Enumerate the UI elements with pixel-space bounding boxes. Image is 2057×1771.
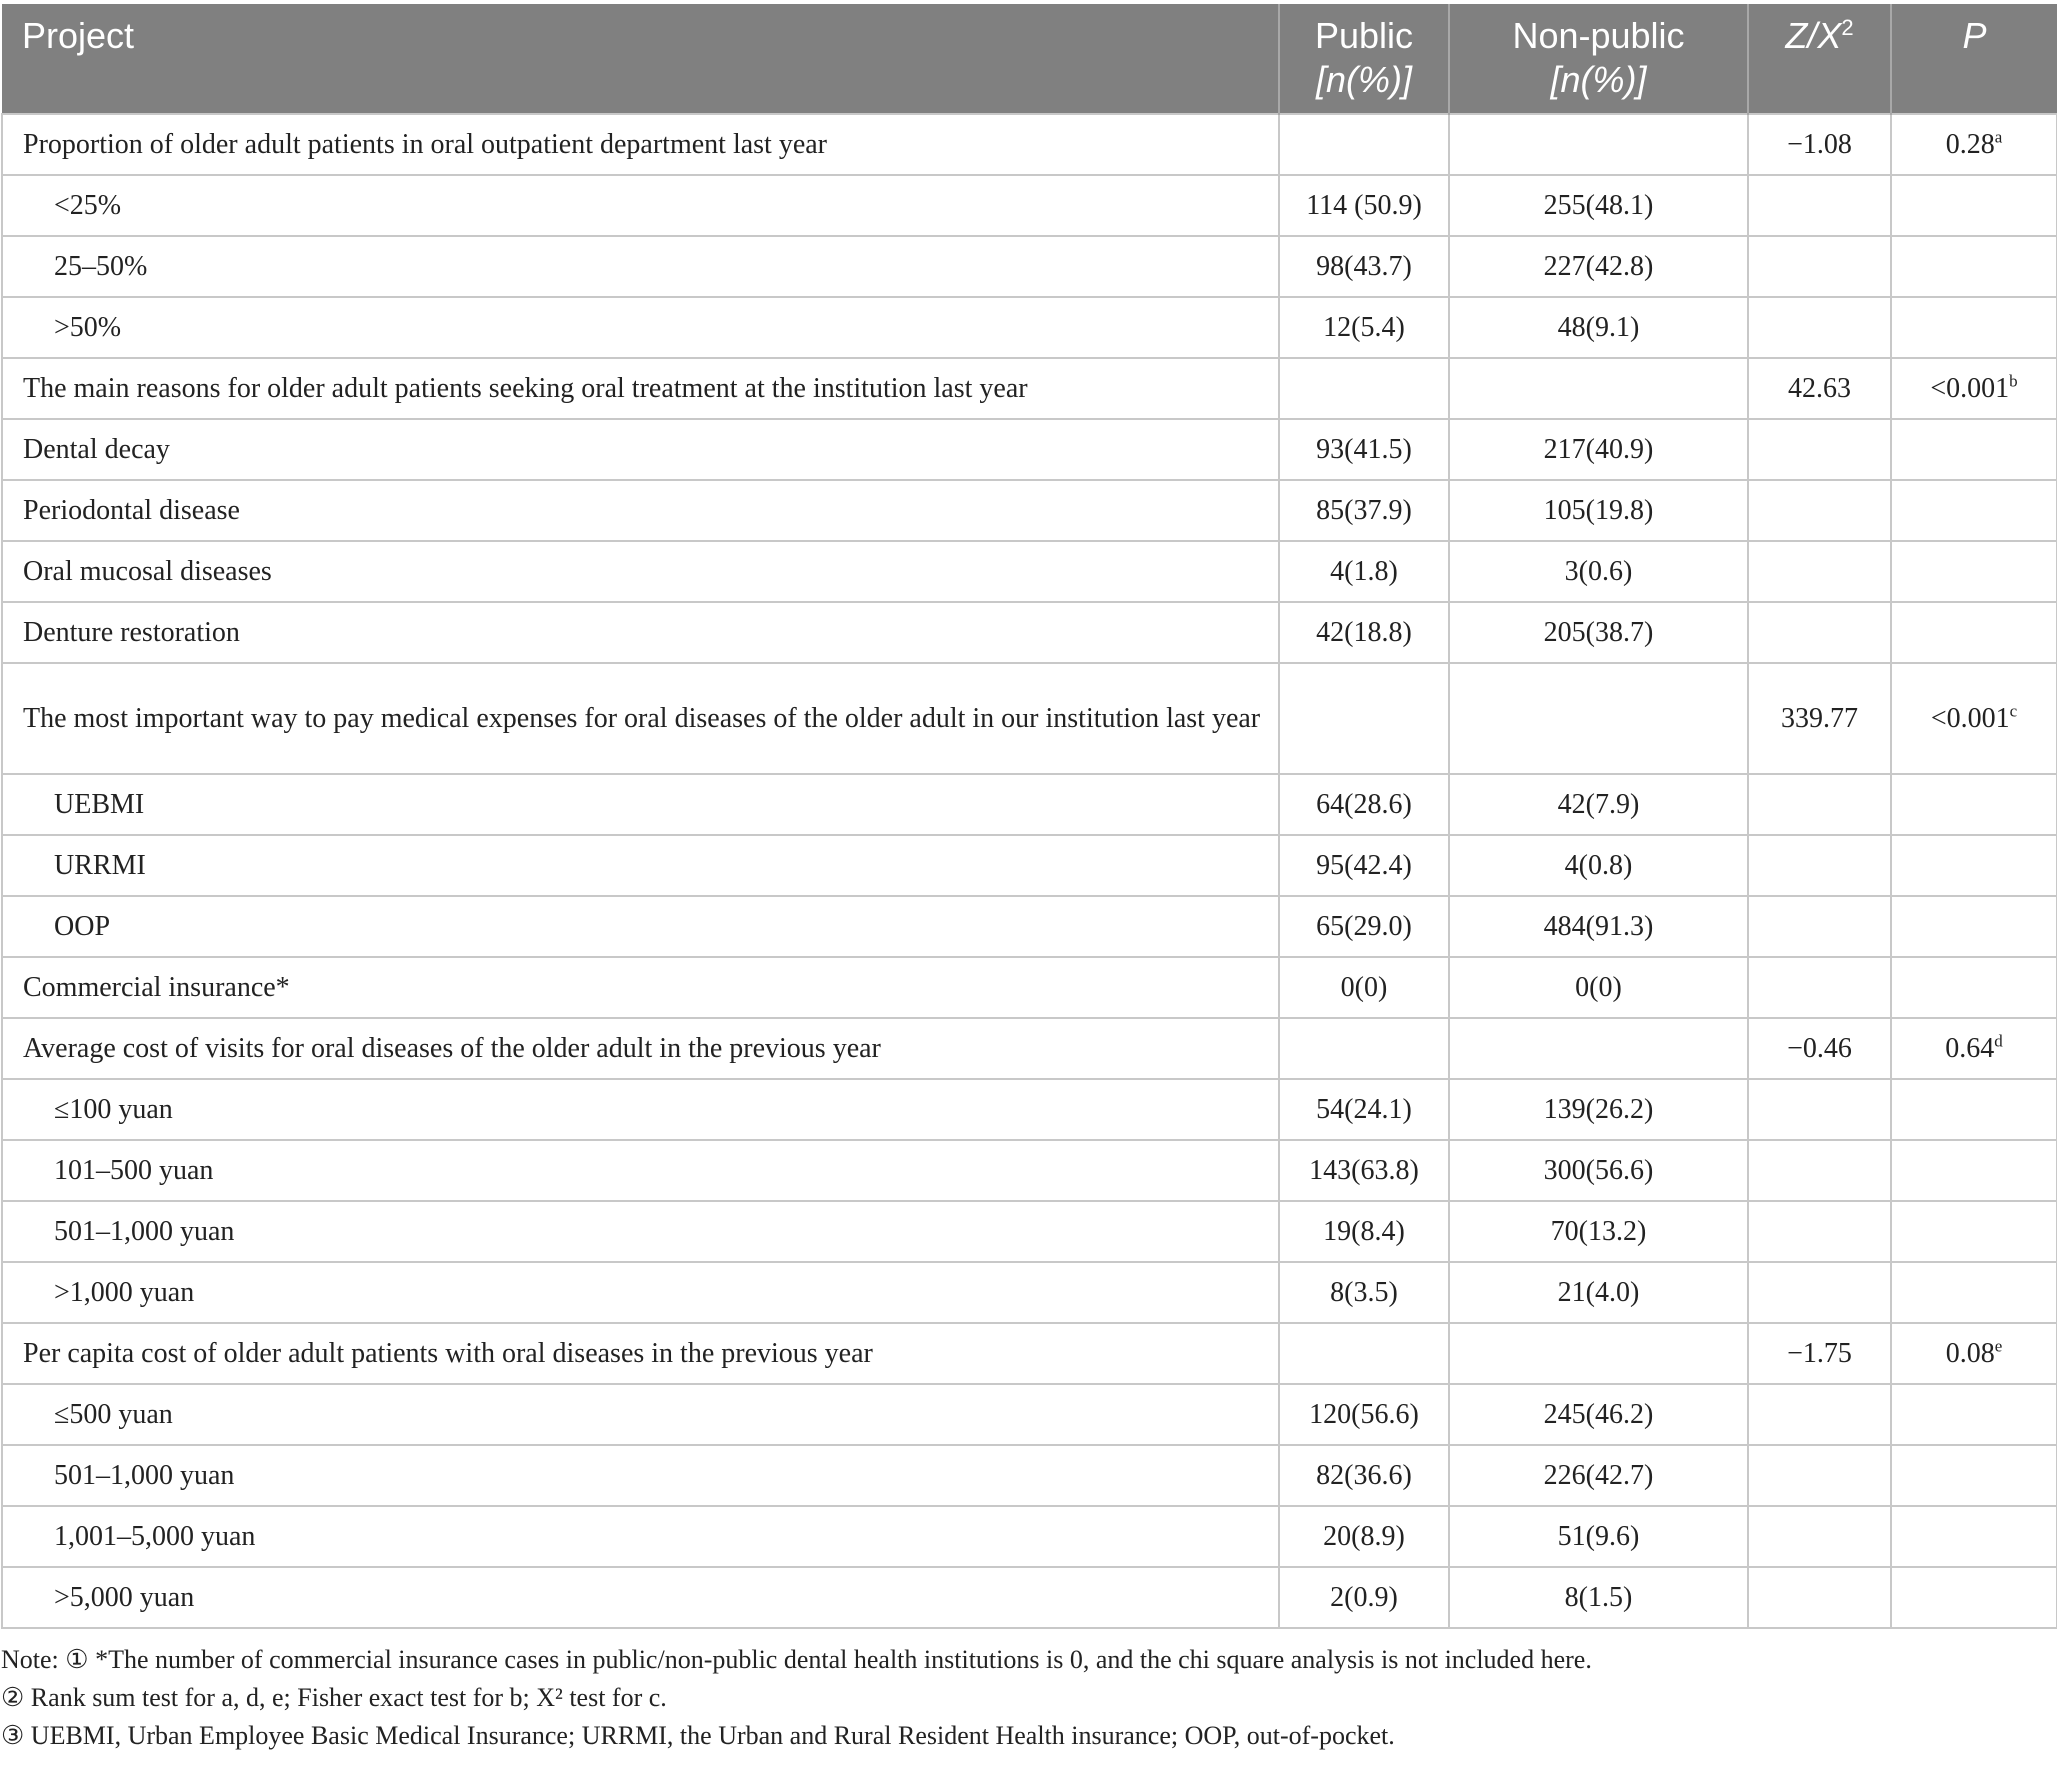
header-nonpublic-line1: Non-public (1512, 15, 1685, 56)
cell-stat (1748, 480, 1891, 541)
row-label: URRMI (2, 835, 1279, 896)
cell-public: 42(18.8) (1279, 602, 1449, 663)
cell-stat (1748, 236, 1891, 297)
cell-stat (1748, 957, 1891, 1018)
row-label: 25–50% (2, 236, 1279, 297)
row-label: Commercial insurance* (2, 957, 1279, 1018)
row-label: 501–1,000 yuan (2, 1201, 1279, 1262)
cell-nonpublic: 217(40.9) (1449, 419, 1748, 480)
cell-p (1891, 774, 2057, 835)
row-label: Periodontal disease (2, 480, 1279, 541)
cell-nonpublic: 4(0.8) (1449, 835, 1748, 896)
cell-p (1891, 663, 2057, 774)
p-value: 0.64 (1945, 1032, 1995, 1064)
cell-p (1891, 896, 2057, 957)
cell-p (1891, 297, 2057, 358)
cell-nonpublic: 21(4.0) (1449, 1262, 1748, 1323)
table-header (2, 4, 2057, 114)
table-row (2, 1506, 2057, 1567)
table-row (2, 419, 2057, 480)
cell-nonpublic: 3(0.6) (1449, 541, 1748, 602)
p-value: 0.08 (1945, 1337, 1995, 1369)
cell-nonpublic: 484(91.3) (1449, 896, 1748, 957)
cell-stat: −0.46 (1748, 1018, 1891, 1079)
cell-public: 82(36.6) (1279, 1445, 1449, 1506)
cell-p (1891, 358, 2057, 419)
table-row (2, 602, 2057, 663)
row-label: The main reasons for older adult patients seeking oral treatment at the institution last year (2, 358, 1279, 419)
cell-public: 64(28.6) (1279, 774, 1449, 835)
cell-public: 114 (50.9) (1279, 175, 1449, 236)
cell-nonpublic: 205(38.7) (1449, 602, 1748, 663)
header-statistic-sup: 2 (1841, 15, 1854, 40)
cell-stat (1748, 835, 1891, 896)
cell-p (1891, 1201, 2057, 1262)
cell-nonpublic: 70(13.2) (1449, 1201, 1748, 1262)
cell-p (1891, 1140, 2057, 1201)
cell-public (1279, 114, 1449, 175)
cell-stat: 339.77 (1748, 663, 1891, 774)
table-row (2, 1445, 2057, 1506)
cell-p (1891, 114, 2057, 175)
cell-public: 19(8.4) (1279, 1201, 1449, 1262)
cell-stat (1748, 1506, 1891, 1567)
cell-public: 12(5.4) (1279, 297, 1449, 358)
note-line-3: ③ UEBMI, Urban Employee Basic Medical Insurance; URRMI, the Urban and Rural Resident Health insurance; OOP, out-of-pocket. (1, 1721, 1395, 1750)
cell-public: 20(8.9) (1279, 1506, 1449, 1567)
cell-public: 85(37.9) (1279, 480, 1449, 541)
table-notes (1, 1641, 2057, 1755)
table-row (2, 663, 2057, 774)
cell-public: 95(42.4) (1279, 835, 1449, 896)
row-label: ≤100 yuan (2, 1079, 1279, 1140)
cell-stat (1748, 1384, 1891, 1445)
cell-public: 120(56.6) (1279, 1384, 1449, 1445)
cell-stat (1748, 175, 1891, 236)
note-line-2: ② Rank sum test for a, d, e; Fisher exact test for b; X² test for c. (1, 1683, 667, 1712)
cell-p (1891, 1079, 2057, 1140)
cell-p (1891, 1445, 2057, 1506)
row-label: Dental decay (2, 419, 1279, 480)
cell-public: 54(24.1) (1279, 1079, 1449, 1140)
row-label: >5,000 yuan (2, 1567, 1279, 1628)
cell-stat (1748, 541, 1891, 602)
cell-p (1891, 1323, 2057, 1384)
cell-public: 4(1.8) (1279, 541, 1449, 602)
table-row (2, 1018, 2057, 1079)
table-body (2, 114, 2057, 1628)
header-project (2, 4, 1279, 114)
cell-p (1891, 236, 2057, 297)
cell-public: 93(41.5) (1279, 419, 1449, 480)
table-row (2, 1323, 2057, 1384)
cell-stat (1748, 896, 1891, 957)
header-p-label: P (1962, 15, 1987, 56)
note-line-1: Note: ① *The number of commercial insurance cases in public/non-public dental health institutions is 0, and the chi square analysis is not included here. (1, 1645, 1592, 1674)
row-label: The most important way to pay medical expenses for oral diseases of the older adult in our institution last year (2, 663, 1279, 774)
header-statistic (1748, 4, 1891, 114)
row-label: Per capita cost of older adult patients with oral diseases in the previous year (2, 1323, 1279, 1384)
row-label: <25% (2, 175, 1279, 236)
cell-nonpublic: 245(46.2) (1449, 1384, 1748, 1445)
cell-p (1891, 1018, 2057, 1079)
table-row (2, 480, 2057, 541)
cell-nonpublic: 51(9.6) (1449, 1506, 1748, 1567)
table-row (2, 1140, 2057, 1201)
row-label: Oral mucosal diseases (2, 541, 1279, 602)
cell-p (1891, 1506, 2057, 1567)
cell-nonpublic: 255(48.1) (1449, 175, 1748, 236)
results-table (1, 4, 2057, 1629)
table-row (2, 236, 2057, 297)
cell-public: 98(43.7) (1279, 236, 1449, 297)
cell-nonpublic: 42(7.9) (1449, 774, 1748, 835)
row-label: 101–500 yuan (2, 1140, 1279, 1201)
cell-stat (1748, 297, 1891, 358)
cell-p (1891, 175, 2057, 236)
row-label: Denture restoration (2, 602, 1279, 663)
cell-p (1891, 1384, 2057, 1445)
cell-nonpublic: 105(19.8) (1449, 480, 1748, 541)
header-public-line2: [n(%)] (1315, 59, 1412, 100)
row-label: 501–1,000 yuan (2, 1445, 1279, 1506)
cell-p (1891, 602, 2057, 663)
header-project-label: Project (22, 15, 135, 56)
cell-nonpublic: 8(1.5) (1449, 1567, 1748, 1628)
cell-nonpublic: 227(42.8) (1449, 236, 1748, 297)
cell-public: 0(0) (1279, 957, 1449, 1018)
cell-stat (1748, 774, 1891, 835)
table-row (2, 774, 2057, 835)
cell-p (1891, 1567, 2057, 1628)
p-footnote-marker: e (1994, 1336, 2003, 1356)
cell-nonpublic (1449, 1323, 1748, 1384)
cell-nonpublic: 139(26.2) (1449, 1079, 1748, 1140)
cell-p (1891, 957, 2057, 1018)
cell-nonpublic: 226(42.7) (1449, 1445, 1748, 1506)
cell-public (1279, 663, 1449, 774)
row-label: 1,001–5,000 yuan (2, 1506, 1279, 1567)
row-label: >50% (2, 297, 1279, 358)
cell-stat (1748, 1262, 1891, 1323)
p-value: 0.28 (1945, 128, 1995, 160)
table-row (2, 1262, 2057, 1323)
header-nonpublic-line2: [n(%)] (1550, 59, 1647, 100)
cell-nonpublic: 48(9.1) (1449, 297, 1748, 358)
table-row (2, 541, 2057, 602)
row-label: ≤500 yuan (2, 1384, 1279, 1445)
cell-public: 8(3.5) (1279, 1262, 1449, 1323)
row-label: Proportion of older adult patients in oral outpatient department last year (2, 114, 1279, 175)
cell-public: 2(0.9) (1279, 1567, 1449, 1628)
header-nonpublic (1449, 4, 1748, 114)
header-public-line1: Public (1314, 15, 1414, 56)
cell-stat (1748, 1201, 1891, 1262)
header-statistic-base: Z/X (1785, 15, 1842, 56)
row-label: OOP (2, 896, 1279, 957)
cell-public: 143(63.8) (1279, 1140, 1449, 1201)
cell-stat (1748, 602, 1891, 663)
table-row (2, 1201, 2057, 1262)
cell-p (1891, 541, 2057, 602)
p-value: <0.001 (1930, 702, 2010, 734)
row-label: Average cost of visits for oral diseases of the older adult in the previous year (2, 1018, 1279, 1079)
table-row (2, 1384, 2057, 1445)
cell-nonpublic: 300(56.6) (1449, 1140, 1748, 1201)
header-p (1891, 4, 2057, 114)
table-row (2, 297, 2057, 358)
cell-p (1891, 419, 2057, 480)
cell-stat (1748, 1445, 1891, 1506)
cell-stat (1748, 1140, 1891, 1201)
cell-stat: −1.75 (1748, 1323, 1891, 1384)
table-row (2, 114, 2057, 175)
cell-public: 65(29.0) (1279, 896, 1449, 957)
cell-p (1891, 1262, 2057, 1323)
table-row (2, 175, 2057, 236)
cell-stat (1748, 1079, 1891, 1140)
cell-stat (1748, 419, 1891, 480)
cell-public (1279, 358, 1449, 419)
cell-public (1279, 1323, 1449, 1384)
table-row (2, 896, 2057, 957)
cell-p (1891, 480, 2057, 541)
row-label: >1,000 yuan (2, 1262, 1279, 1323)
cell-nonpublic (1449, 114, 1748, 175)
table-row (2, 1079, 2057, 1140)
table-row (2, 1567, 2057, 1628)
table-row (2, 957, 2057, 1018)
cell-nonpublic (1449, 1018, 1748, 1079)
cell-nonpublic (1449, 358, 1748, 419)
table-row (2, 358, 2057, 419)
cell-nonpublic: 0(0) (1449, 957, 1748, 1018)
cell-stat: 42.63 (1748, 358, 1891, 419)
p-footnote-marker: c (2009, 701, 2018, 721)
header-public (1279, 4, 1449, 114)
p-footnote-marker: d (1994, 1031, 2003, 1051)
p-footnote-marker: b (2009, 371, 2018, 391)
cell-nonpublic (1449, 663, 1748, 774)
cell-stat: −1.08 (1748, 114, 1891, 175)
cell-stat (1748, 1567, 1891, 1628)
p-footnote-marker: a (1994, 127, 2003, 147)
cell-public (1279, 1018, 1449, 1079)
p-value: <0.001 (1930, 372, 2010, 404)
cell-p (1891, 835, 2057, 896)
row-label: UEBMI (2, 774, 1279, 835)
table-row (2, 835, 2057, 896)
